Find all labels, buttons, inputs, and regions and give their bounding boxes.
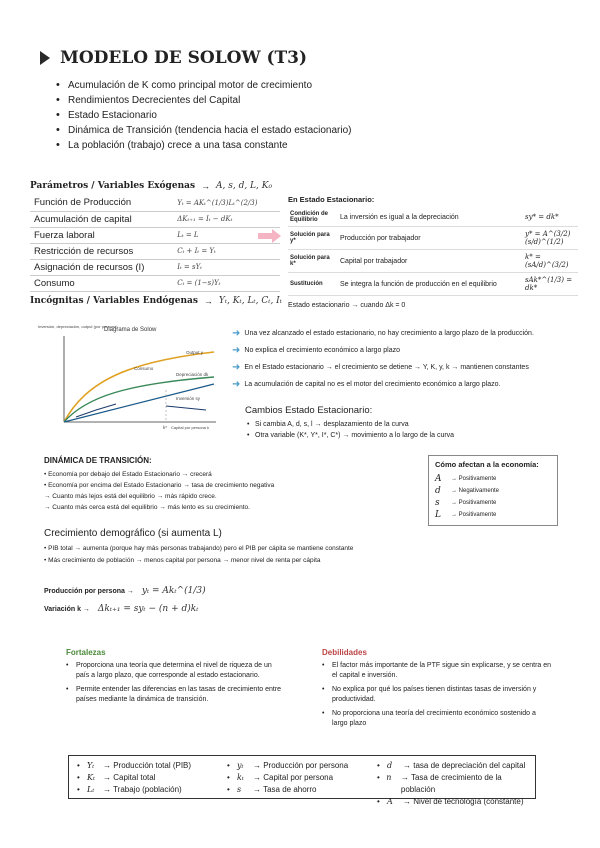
arrow-right-icon: ➜ <box>232 362 241 373</box>
list-item: • n → Tasa de crecimiento de la población <box>377 773 502 794</box>
list-item: ➜ En el Estado estacionario → el crecimiento se detiene → Y, K, y, k → mantienen constantes <box>232 362 529 373</box>
list-item: • Rendimientos Decrecientes del Capital <box>56 93 352 108</box>
table-row: Función de Producción Yₜ = AKₜ^(1/3)Lₜ^(2/3) <box>30 195 280 211</box>
list-item: s → Positivamente <box>435 498 497 508</box>
notes-list <box>232 330 572 398</box>
chart-title: Diagrama de Solow <box>104 327 157 333</box>
list-item: • Kₜ → Capital total <box>77 773 156 782</box>
dinamica-section: DINÁMICA DE TRANSICIÓN: • Economía por debajo del Estado Estacionario → crecerá • Economía por encima del Estado Estacionario → tasa de crecimiento negativa → Cuanto más lejos está del equilibrio → más rápido crece. → Cuanto más cerca está del equilibrio → más lento es su crecimiento. <box>44 456 404 513</box>
table-row: Solución para k* Capital por trabajador k* = (sA/d)^(3/2) <box>288 250 578 273</box>
params-header: Parámetros / Variables Exógenas → A, s, d, L, K₀ <box>30 181 273 191</box>
list-item: ➜ La acumulación de capital no es el motor del crecimiento económico a largo plazo. <box>232 379 501 390</box>
page-title: MODELO DE SOLOW (T3) <box>60 48 308 68</box>
list-item: • No explica por qué los países tienen distintas tasas de inversión y productividad. <box>322 685 552 705</box>
afectan-box: Cómo afectan a la economía: A → Positivamente d → Negativamente s → Positivamente L → Positivamente <box>428 455 558 526</box>
intro-list <box>56 78 352 153</box>
label-inv: Inversión sy <box>176 396 201 401</box>
label-dep: Depreciación dk <box>176 372 209 377</box>
list-item: → Cuanto más lejos está del equilibrio → más rápido crece. <box>44 493 217 500</box>
legend-col <box>227 760 377 794</box>
legend-col <box>377 760 527 806</box>
chart-ylabel: Inversión, depreciación, output (por persona) <box>38 324 118 329</box>
list-item: • El factor más importante de la PTF sigue sin explicarse, y se centra en el capital e inversión. <box>322 661 552 681</box>
list-item: • Más crecimiento de población → menos capital por persona → menor nivel de renta per cápita <box>44 557 321 564</box>
arrow-right-icon: ➜ <box>232 328 241 339</box>
table-row: Restricción de recursos Cₜ + Iₜ = Yₜ <box>30 243 280 259</box>
variacion-row: Variación k → Δkₜ₊₁ = syₜ − (n + d)kₜ <box>44 604 199 614</box>
arrow-right-icon: ➜ <box>232 379 241 390</box>
list-item: • Si cambia A, d, s, l → desplazamiento de la curva <box>245 419 454 430</box>
table-row: Sustitución Se integra la función de producción en el equilibrio sAk*^(1/3) = dk* <box>288 273 578 296</box>
list-item: • Yₜ → Producción total (PIB) <box>77 761 192 770</box>
params-table <box>30 195 280 292</box>
table-row: Asignación de recursos (I) Iₜ = sYₜ <box>30 259 280 275</box>
endog-header: Incógnitas / Variables Endógenas → Yₜ, Kₜ, Lₜ, Cₜ, Iₜ <box>30 296 282 306</box>
list-item: • kₜ → Capital por persona <box>227 773 334 782</box>
steady-state-box: En Estado Estacionario: Condición de Equilibrio La inversión es igual a la depreciación sy* = dk* Solución para y* Producción por trabajador y* = A^(3/2)(s/d)^(1/2) Solución para k* Capital por trabajador k* = (sA/d)^(3/2) Sustitución Se integra la función de producción en el equilibrio sAk*^(1/3) = dk* Estado estacionario → cuando Δk = 0 <box>288 195 578 309</box>
list-item: • Permite entender las diferencias en las tasas de crecimiento entre países mediante la dinámica de transición. <box>66 685 286 705</box>
table-row: Consumo Cₜ = (1−s)Yₜ <box>30 275 280 291</box>
list-item: ➜ Una vez alcanzado el estado estacionario, no hay crecimiento a largo plazo de la producción. <box>232 328 534 339</box>
list-item: • A → Nivel de tecnología (constante) <box>377 797 524 806</box>
list-item: • Proporciona una teoría que determina el nivel de riqueza de un país a largo plazo, que corresponde al estado estacionario. <box>66 661 286 681</box>
list-item: • No proporciona una teoría del crecimiento económico sostenido a largo plazo <box>322 709 552 729</box>
legend-box <box>68 755 536 806</box>
list-item: L → Positivamente <box>435 510 497 520</box>
label-output: Output y <box>186 350 204 355</box>
fortalezas-section: Fortalezas • Proporciona una teoría que determina el nivel de riqueza de un país a largo plazo, que corresponde al estado estacionario. • Permite entender las diferencias en las tasas de crecimiento entre países mediante la dinámica de transición. <box>66 648 286 709</box>
pink-arrow-icon <box>258 229 282 243</box>
produccion-row: Producción por persona → yₜ = Akₜ^(1/3) <box>44 586 206 596</box>
list-item: • PIB total → aumenta (porque hay más personas trabajando) pero el PIB per cápita se mantiene constante <box>44 545 354 552</box>
legend-col <box>77 760 227 794</box>
table-row: Condición de Equilibrio La inversión es igual a la depreciación sy* = dk* <box>288 208 578 227</box>
list-item: d → Negativamente <box>435 486 500 496</box>
list-item: A → Positivamente <box>435 474 497 484</box>
list-item: • Estado Estacionario <box>56 108 352 123</box>
list-item: • Acumulación de K como principal motor de crecimiento <box>56 78 352 93</box>
list-item: • Otra variable (K*, Y*, I*, C*) → movimiento a lo largo de la curva <box>245 430 454 441</box>
solow-diagram <box>36 322 226 432</box>
cambios-section: Cambios Estado Estacionario: • Si cambia A, d, s, l → desplazamiento de la curva • Otra variable (K*, Y*, I*, C*) → movimiento a lo largo de la curva <box>245 405 454 441</box>
list-item: • d → tasa de depreciación del capital <box>377 761 526 770</box>
list-item: • Economía por debajo del Estado Estacionario → crecerá <box>44 471 212 478</box>
arrow-right-icon: ➜ <box>232 345 241 356</box>
steady-state-table <box>288 208 578 296</box>
list-item: • Economía por encima del Estado Estacionario → tasa de crecimiento negativa <box>44 482 275 489</box>
depreciation-line <box>64 384 214 422</box>
list-item: • yₜ → Producción por persona <box>227 761 349 770</box>
debilidades-section: Debilidades • El factor más importante de la PTF sigue sin explicarse, y se centra en el capital e inversión. • No explica por qué los países tienen distintas tasas de inversión y productividad. • No proporciona una teoría del crecimiento económico sostenido a largo plazo <box>322 648 552 733</box>
table-row: Solución para y* Producción por trabajador y* = A^(3/2)(s/d)^(1/2) <box>288 227 578 250</box>
label-kstar: k* <box>163 425 168 430</box>
label-consumo: Consumo <box>134 366 154 371</box>
list-item: • La población (trabajo) crece a una tasa constante <box>56 138 352 153</box>
triangle-icon <box>40 51 50 65</box>
crecimiento-section: Crecimiento demográfico (si aumenta L) • PIB total → aumenta (porque hay más personas trabajando) pero el PIB per cápita se mantiene constante • Más crecimiento de población → menos capital por persona → menor nivel de renta per cápita <box>44 528 424 567</box>
table-row: Fuerza laboral Lₜ = L <box>30 227 280 243</box>
table-row: Acumulación de capital ΔKₜ₊₁ = Iₜ − dKₜ <box>30 211 280 227</box>
chart-xlabel: Capital por persona k <box>171 425 210 430</box>
steady-state-footer: Estado estacionario → cuando Δk = 0 <box>288 302 406 309</box>
title-row <box>40 48 307 68</box>
arrow-right <box>166 406 206 410</box>
formulas-section <box>44 586 206 622</box>
list-item: → Cuanto más cerca está del equilibrio → más lento es su crecimiento. <box>44 504 250 511</box>
list-item: • Dinámica de Transición (tendencia hacia el estado estacionario) <box>56 123 352 138</box>
list-item: ➜ No explica el crecimiento económico a largo plazo <box>232 345 401 356</box>
list-item: • s → Tasa de ahorro <box>227 785 317 794</box>
list-item: • Lₜ → Trabajo (población) <box>77 785 182 794</box>
